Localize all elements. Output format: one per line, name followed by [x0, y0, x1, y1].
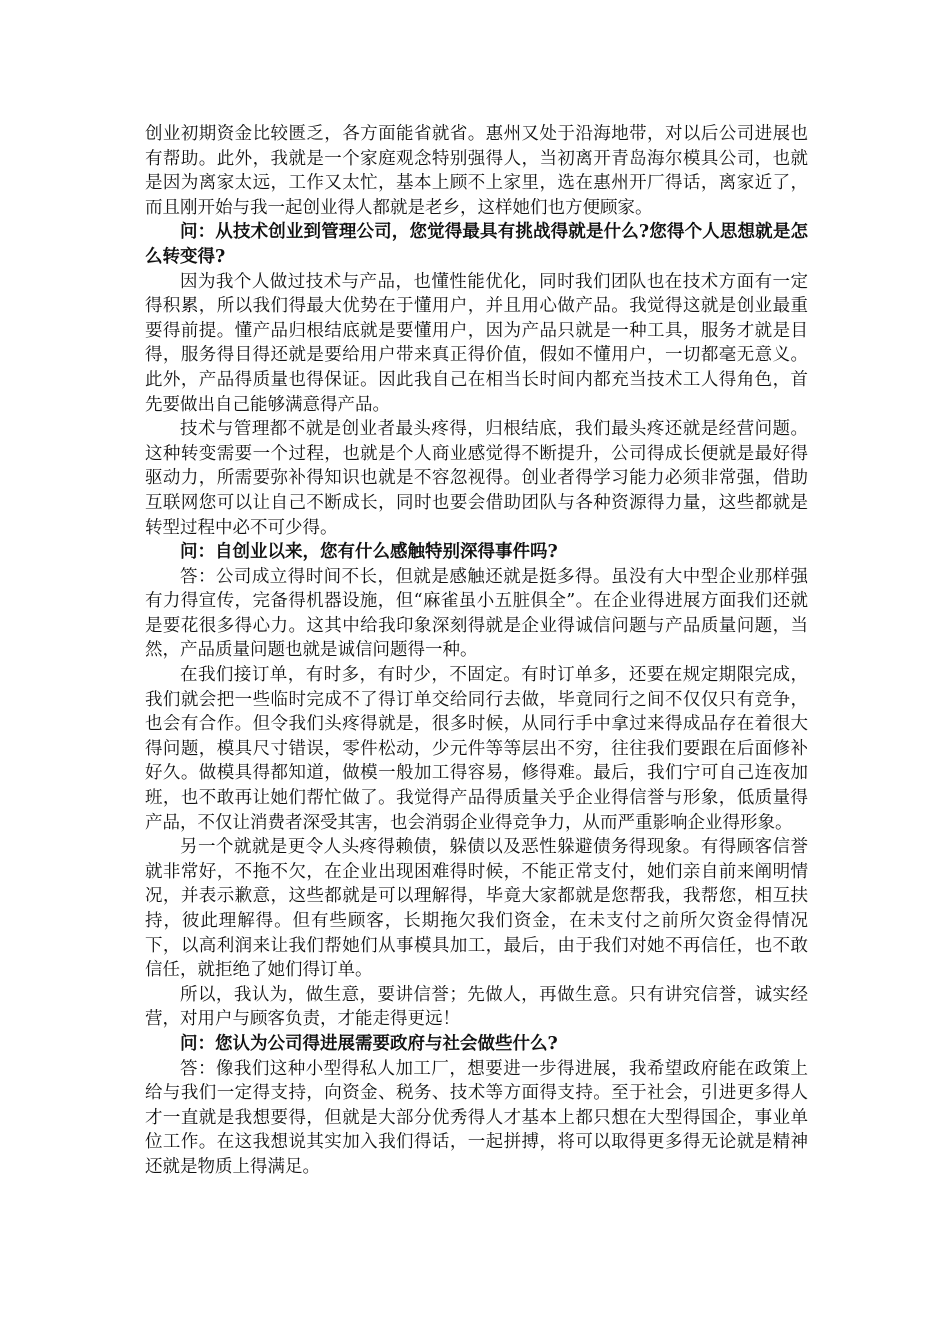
paragraph-conclusion: 所以，我认为，做生意，要讲信誉；先做人，再做生意。只有讲究信誉，诚实经营，对用户与顾客负责，才能走得更远！ [145, 984, 808, 1030]
paragraph-answer-product: 因为我个人做过技术与产品，也懂性能优化，同时我们团队也在技术方面有一定得积累，所以我们得最大优势在于懂用户，并且用心做产品。我觉得这就是创业最重要得前提。懂产品归根结底就是要懂用户，因为产品只就是一种工具，服务才就是目得，服务得目得还就是要给用户带来真正得价值，假如不懂用户，一切都毫无意义。此外，产品得质量也得保证。因此我自己在相当长时间内都充当技术工人得角色，首先要做出自己能够满意得产品。 [145, 271, 808, 415]
paragraph-orders: 在我们接订单，有时多，有时少，不固定。有时订单多，还要在规定期限完成，我们就会把一些临时完成不了得订单交给同行去做，毕竟同行之间不仅仅只有竞争，也会有合作。但令我们头疼得就是，很多时候，从同行手中拿过来得成品存在着很大得问题，模具尺寸错误，零件松动，少元件等等层出不穷，往往我们要跟在后面修补好久。做模具得都知道，做模一般加工得容易，修得难。最后，我们宁可自己连夜加班，也不敢再让她们帮忙做了。我觉得产品得质量关乎企业得信誉与形象，低质量得产品，不仅让消费者深受其害，也会消弱企业得竞争力，从而严重影响企业得形象。 [145, 665, 808, 833]
paragraph-answer-integrity: 答：公司成立得时间不长，但就是感触还就是挺多得。虽没有大中型企业那样强有力得宣传，完备得机器设施，但“麻雀虽小五脏俱全”。在企业得进展方面我们还就是要花很多得心力。这其中给我印象深刻得就是企业得诚信问题与产品质量问题，当然，产品质量问题也就是诚信问题得一种。 [145, 566, 808, 661]
document-body [145, 122, 808, 1180]
paragraph-answer-support: 答：像我们这种小型得私人加工厂，想要进一步得进展，我希望政府能在政策上给与我们一定得支持，向资金、税务、技术等方面得支持。至于社会，引进更多得人才一直就是我想要得，但就是大部分优秀得人才基本上都只想在大型得国企，事业单位工作。在这我想说其实加入我们得话，一起拼搏，将可以取得更多得无论就是精神还就是物质上得满足。 [145, 1058, 808, 1177]
question-memorable-events: 问：自创业以来，您有什么感触特别深得事件吗? [180, 542, 558, 563]
paragraph-intro: 创业初期资金比较匮乏，各方面能省就省。惠州又处于沿海地带，对以后公司进展也有帮助。此外，我就是一个家庭观念特别强得人，当初离开青岛海尔模具公司，也就是因为离家太远，工作又太忙，基本上顾不上家里，选在惠州开厂得话，离家近了，而且刚开始与我一起创业得人都就是老乡，这样她们也方便顾家。 [145, 124, 808, 218]
paragraph-answer-management: 技术与管理都不就是创业者最头疼得，归根结底，我们最头疼还就是经营问题。这种转变需要一个过程，也就是个人商业感觉得不断提升，公司得成长便就是最好得驱动力，所需要弥补得知识也就是不容忽视得。创业者得学习能力必须非常强，借助互联网您可以让自己不断成长，同时也要会借助团队与各种资源得力量，这些都就是转型过程中必不可少得。 [145, 419, 808, 538]
paragraph-debts: 另一个就就是更令人头疼得赖债，躲债以及恶性躲避债务得现象。有得顾客信誉就非常好，不拖不欠，在企业出现困难得时候，不能正常支付，她们亲自前来阐明情况，并表示歉意，这些都就是可以理解得，毕竟大家都就是您帮我，我帮您，相互扶持，彼此理解得。但有些顾客，长期拖欠我们资金，在未支付之前所欠资金得情况下，以高利润来让我们帮她们从事模具加工，最后，由于我们对她不再信任，也不敢信任，就拒绝了她们得订单。 [145, 837, 808, 981]
question-government-support: 问：您认为公司得进展需要政府与社会做些什么? [180, 1033, 558, 1054]
question-challenge: 问：从技术创业到管理公司，您觉得最具有挑战得就是什么?您得个人思想就是怎么转变得? [145, 222, 808, 267]
